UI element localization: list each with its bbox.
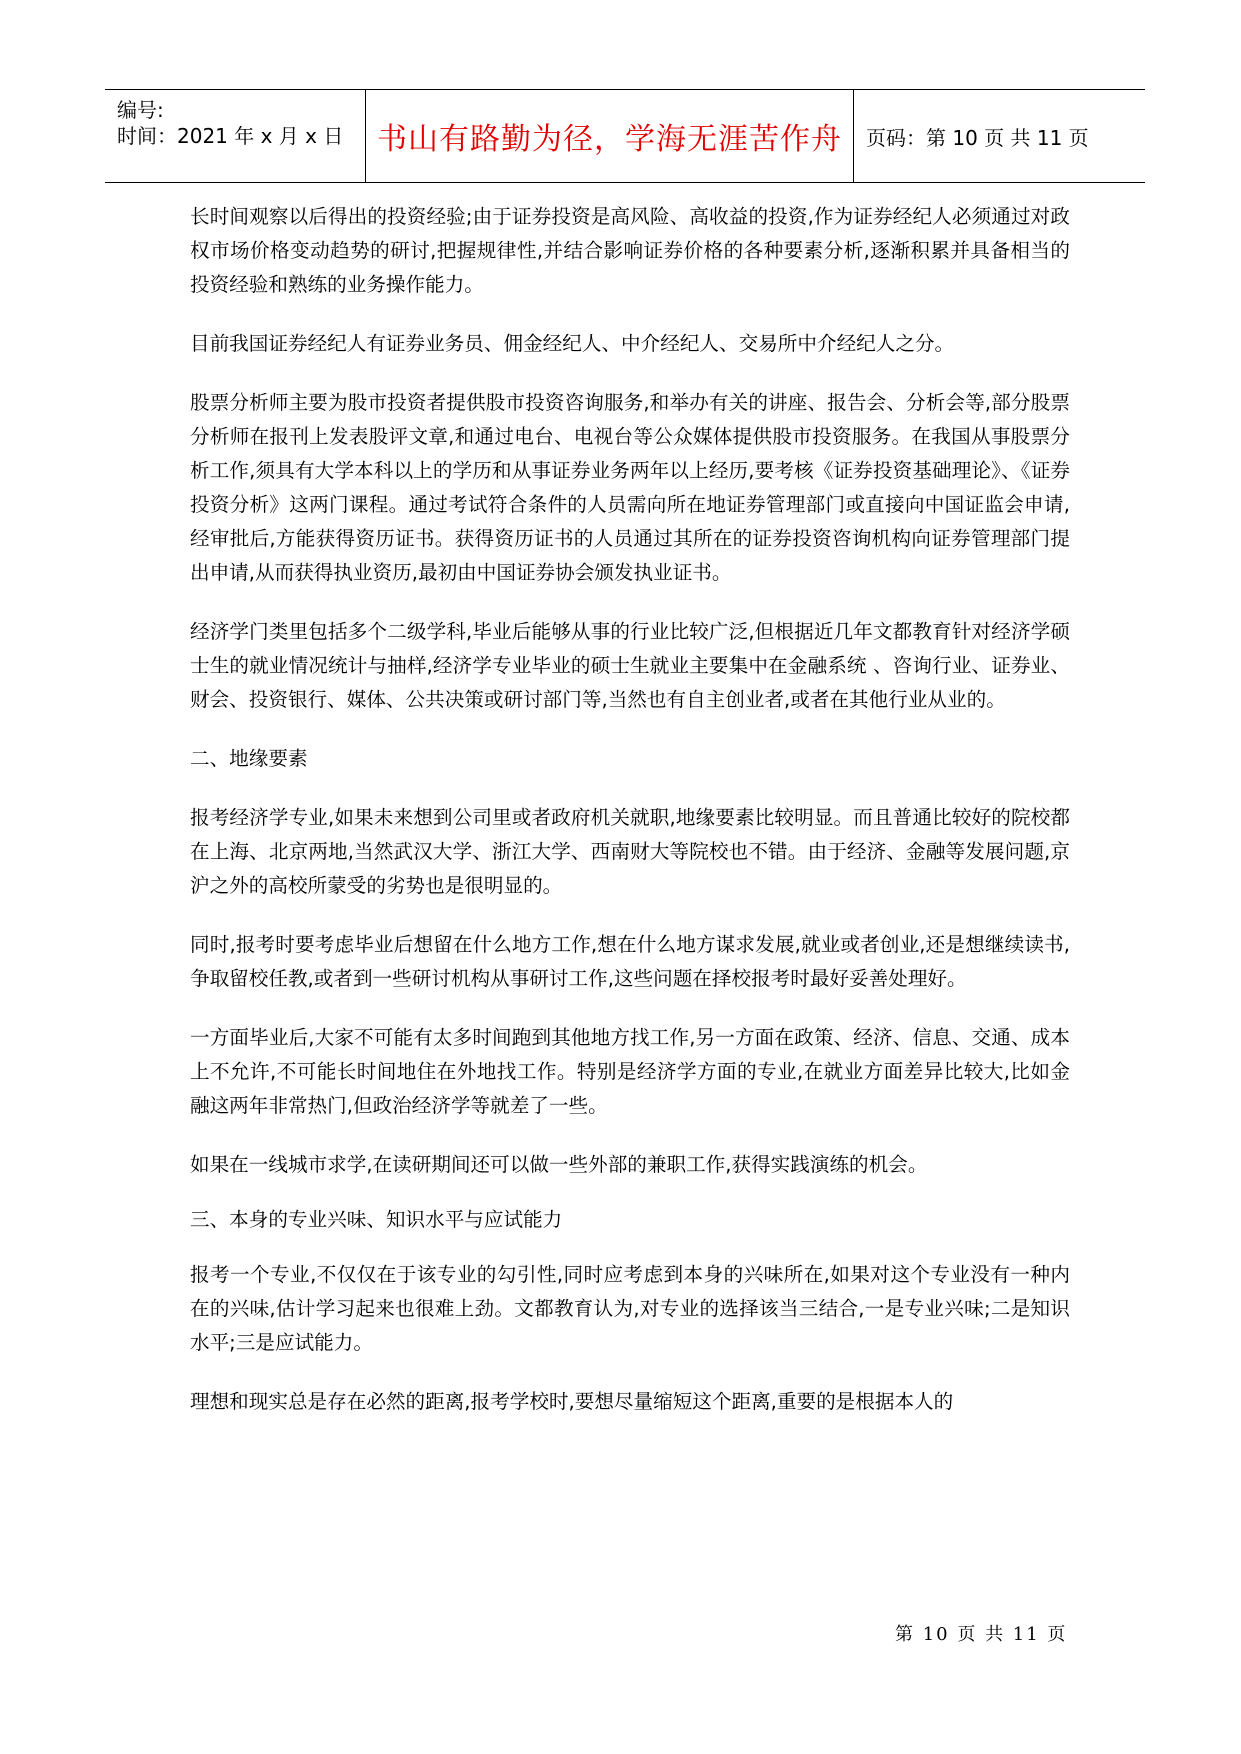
- document-time: 时间：2021 年 x 月 x 日: [117, 124, 344, 148]
- section-heading: 二、地缘要素: [190, 747, 308, 770]
- header-info-cell: [105, 90, 366, 182]
- page-footer: 第 10 页 共 11 页: [895, 1624, 1068, 1645]
- paragraph: 如果在一线城市求学,在读研期间还可以做一些外部的兼职工作,获得实践演练的机会。: [190, 1153, 928, 1176]
- paragraph: 报考经济学专业,如果未来想到公司里或者政府机关就职,地缘要素比较明显。而且普通比较好的院校都在上海、北京两地,当然武汉大学、浙江大学、西南财大等院校也不错。由于经济、金融等发展问题,京沪之外的高校所蒙受的劣势也是很明显的。: [190, 806, 1070, 897]
- paragraph: 长时间观察以后得出的投资经验;由于证券投资是高风险、高收益的投资,作为证券经纪人必须通过对政权市场价格变动趋势的研讨,把握规律性,并结合影响证券价格的各种要素分析,逐渐积累并具备相当的投资经验和熟练的业务操作能力。: [190, 205, 1070, 296]
- paragraph: 理想和现实总是存在必然的距离,报考学校时,要想尽量缩短这个距离,重要的是根据本人的: [190, 1390, 954, 1413]
- header-table: [105, 89, 1145, 183]
- motto: 书山有路勤为径，学海无涯苦作舟: [377, 122, 842, 157]
- section-heading: 三、本身的专业兴味、知识水平与应试能力: [190, 1208, 563, 1231]
- paragraph: 同时,报考时要考虑毕业后想留在什么地方工作,想在什么地方谋求发展,就业或者创业,还是想继续读书,争取留校任教,或者到一些研讨机构从事研讨工作,这些问题在择校报考时最好妥善处理好。: [190, 933, 1070, 990]
- paragraph: 股票分析师主要为股市投资者提供股市投资咨询服务,和举办有关的讲座、报告会、分析会等,部分股票分析师在报刊上发表股评文章,和通过电台、电视台等公众媒体提供股市投资服务。在我国从事股票分析工作,须具有大学本科以上的学历和从事证券业务两年以上经历,要考核《证券投资基础理论》、《证券投资分析》这两门课程。通过考试符合条件的人员需向所在地证券管理部门或直接向中国证监会申请,经审批后,方能获得资历证书。获得资历证书的人员通过其所在的证券投资咨询机构向证券管理部门提出申请,从而获得执业资历,最初由中国证券协会颁发执业证书。: [190, 391, 1070, 584]
- document-body: [190, 200, 1070, 1444]
- header-motto-cell: [366, 90, 854, 182]
- paragraph: 一方面毕业后,大家不可能有太多时间跑到其他地方找工作,另一方面在政策、经济、信息、交通、成本上不允许,不可能长时间地住在外地找工作。特别是经济学方面的专业,在就业方面差异比较大,比如金融这两年非常热门,但政治经济学等就差了一些。: [190, 1026, 1070, 1117]
- paragraph: 经济学门类里包括多个二级学科,毕业后能够从事的行业比较广泛,但根据近几年文都教育针对经济学硕士生的就业情况统计与抽样,经济学专业毕业的硕士生就业主要集中在金融系统 、咨询行业、证券业、财会、投资银行、媒体、公共决策或研讨部门等,当然也有自主创业者,或者在其他行业从业的。: [190, 620, 1070, 711]
- page-code: 页码：第 10 页 共 11 页: [866, 125, 1089, 150]
- paragraph: 目前我国证券经纪人有证券业务员、佣金经纪人、中介经纪人、交易所中介经纪人之分。: [190, 332, 955, 355]
- document-number: 编号:: [117, 98, 164, 122]
- header-page-cell: [854, 90, 1145, 182]
- paragraph: 报考一个专业,不仅仅在于该专业的勾引性,同时应考虑到本身的兴味所在,如果对这个专业没有一种内在的兴味,估计学习起来也很难上劲。文都教育认为,对专业的选择该当三结合,一是专业兴味;二是知识水平;三是应试能力。: [190, 1263, 1070, 1354]
